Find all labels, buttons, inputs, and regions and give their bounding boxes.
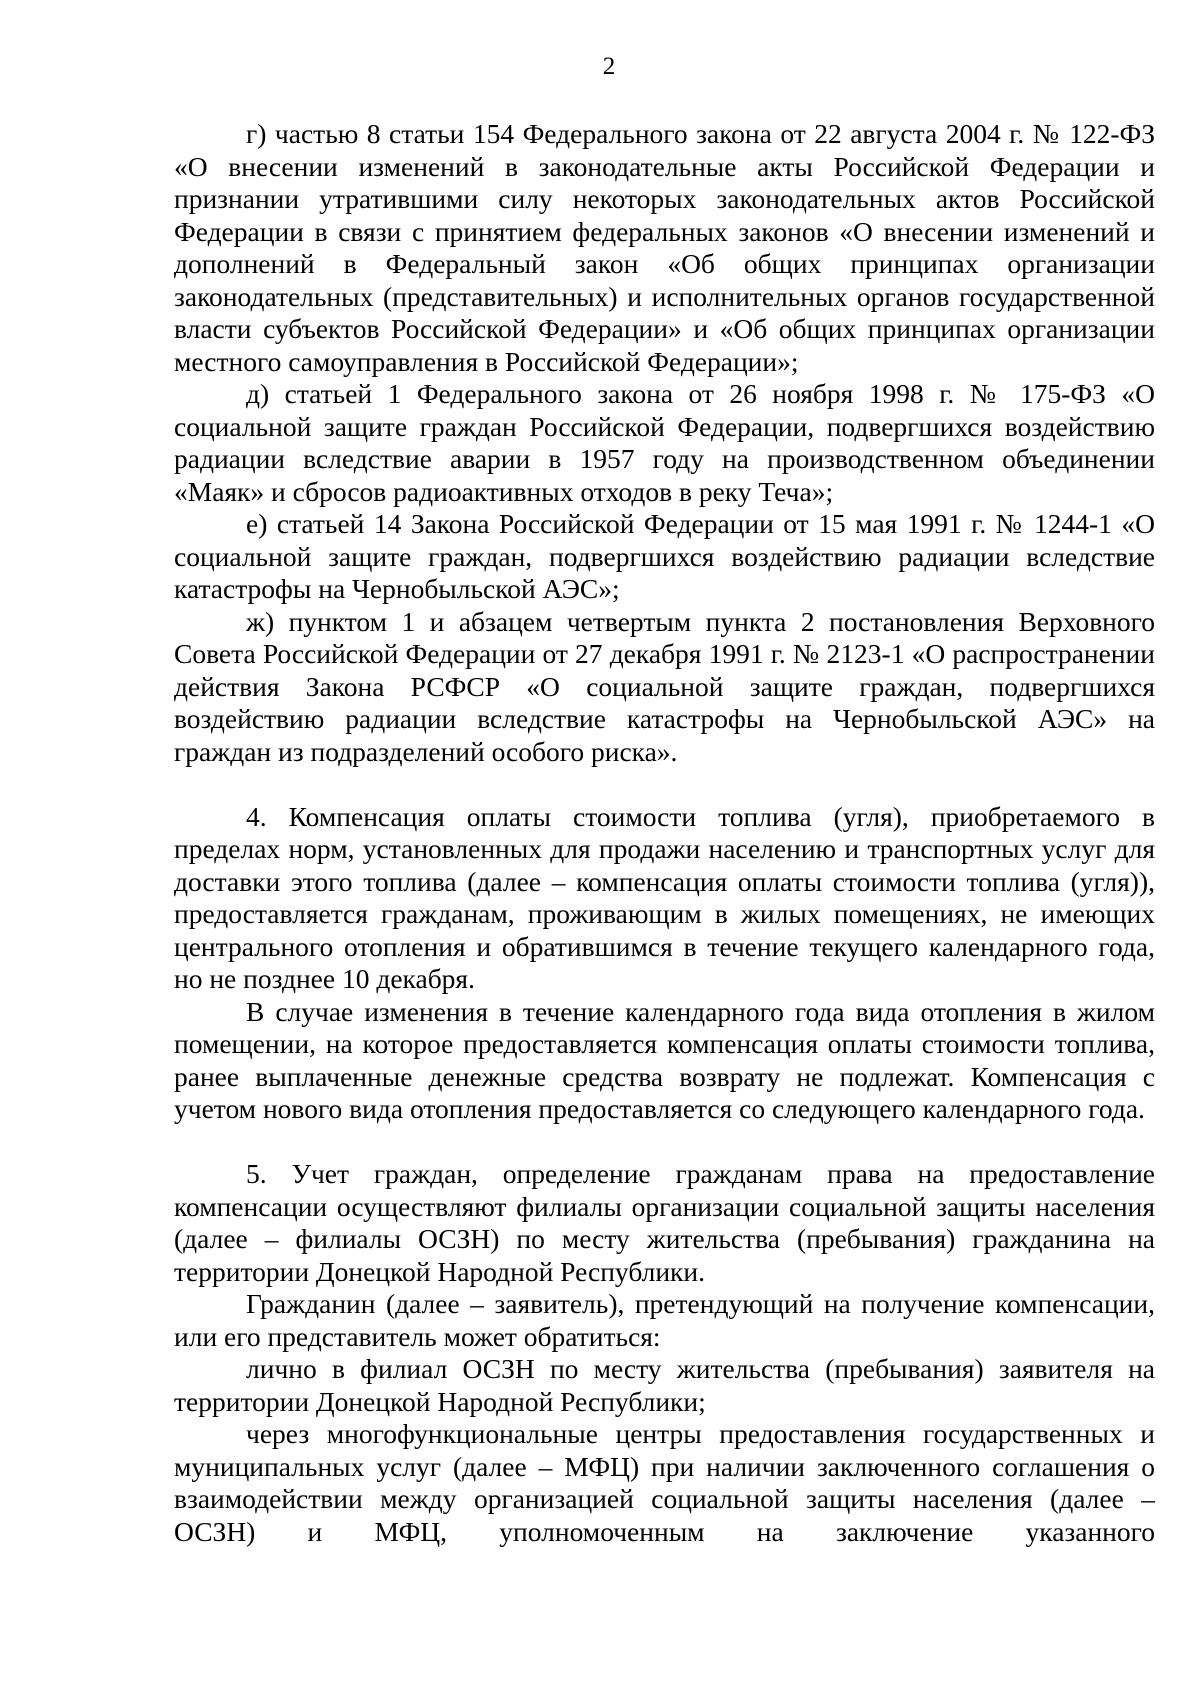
paragraph-section-5: 5. Учет граждан, определение гражданам права на предоставление компенсации осуществляют филиалы организации социальной защиты населения (далее – филиалы ОСЗН) по месту жительства (пребывания) гражданина на территории Донецкой Народной Республики. [174, 1158, 1155, 1287]
paragraph-item-e: е) статьей 14 Закона Российской Федерации от 15 мая 1991 г. № 1244-1 «О социальной защите граждан, подвергшихся воздействию радиации вследствие катастрофы на Чернобыльской АЭС»; [174, 508, 1155, 604]
paragraph-in-person: лично в филиал ОСЗН по месту жительства (пребывания) заявителя на территории Донецкой Народной Республики; [174, 1353, 1155, 1417]
paragraph-section-4: 4. Компенсация оплаты стоимости топлива (угля), приобретаемого в пределах норм, установленных для продажи населению и транспортных услуг для доставки этого топлива (далее – компенсация оплаты стоимости топлива (угля)), предоставляется гражданам, проживающим в жилых помещениях, не имеющих центрального отопления и обратившимся в течение текущего календарного года, но не позднее 10 декабря. [174, 800, 1155, 994]
paragraph-section-4-heating-change: В случае изменения в течение календарного года вида отопления в жилом помещении, на которое предоставляется компенсация оплаты стоимости топлива, ранее выплаченные денежные средства возврату не подлежат. Компенсация с учетом нового вида отопления предоставляется со следующего календарного года. [174, 995, 1155, 1124]
paragraph-item-g: г) частью 8 статьи 154 Федерального закона от 22 августа 2004 г. № 122-ФЗ «О внесении изменений в законодательные акты Российской Федерации и признании утратившими силу некоторых законодательных актов Российской Федерации в связи с принятием федеральных законов «О внесении изменений и дополнений в Федеральный закон «Об общих принципах организации законодательных (представительных) и исполнительных органов государственной власти субъектов Российской Федерации» и «Об общих принципах организации местного самоуправления в Российской Федерации»; [174, 118, 1155, 377]
paragraph-item-zh: ж) пунктом 1 и абзацем четвертым пункта 2 постановления Верховного Совета Российской Федерации от 27 декабря 1991 г. № 2123-1 «О распространении действия Закона РСФСР «О социальной защите граждан, подвергшихся воздействию радиации вследствие катастрофы на Чернобыльской АЭС» на граждан из подразделений особого риска». [174, 605, 1155, 767]
paragraph-applicant: Гражданин (далее – заявитель), претендующий на получение компенсации, или его представитель может обратиться: [174, 1288, 1155, 1352]
page-number: 2 [602, 53, 616, 80]
paragraph-item-d: д) статьей 1 Федерального закона от 26 ноября 1998 г. № 175-ФЗ «О социальной защите граждан Российской Федерации, подвергшихся воздействию радиации вследствие аварии в 1957 году на производственном объединении «Маяк» и сбросов радиоактивных отходов в реку Теча»; [174, 378, 1155, 507]
paragraph-via-mfc: через многофункциональные центры предоставления государственных и муниципальных услуг (далее – МФЦ) при наличии заключенного соглашения о взаимодействии между организацией социальной защиты населения (далее – ОСЗН) и МФЦ, уполномоченным на заключение указанного [174, 1418, 1155, 1547]
document-body [174, 118, 1155, 1548]
